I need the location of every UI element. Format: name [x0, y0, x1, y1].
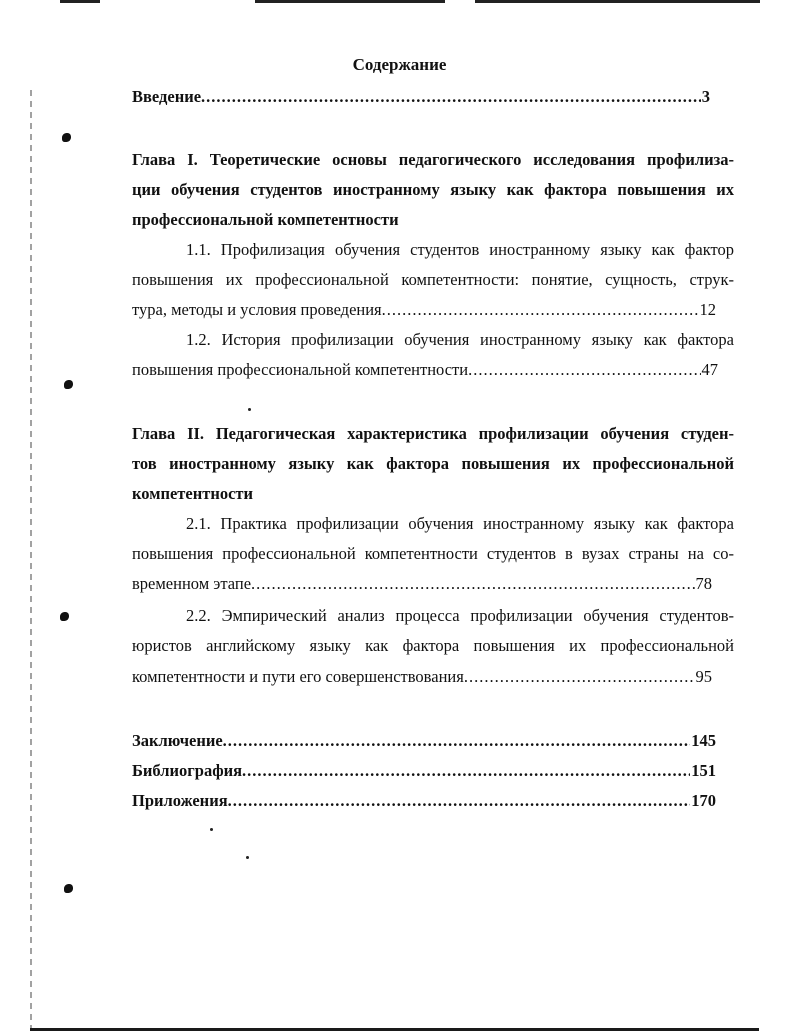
section-line: 1.1. Профилизация обучения студентов иностранному языку как фактор — [186, 240, 734, 259]
toc-entry-conclusion — [132, 731, 716, 751]
section-line: 1.2. История профилизации обучения иностранному языку как фактора — [186, 330, 734, 349]
leader-dots — [251, 574, 694, 594]
toc-page-number: 12 — [699, 300, 716, 319]
toc-page-number: 78 — [695, 574, 712, 593]
toc-page-number: 151 — [691, 761, 716, 780]
scan-artifact — [475, 0, 760, 3]
punch-hole-mark — [64, 380, 73, 389]
toc-page-number: 95 — [695, 667, 712, 686]
chapter-heading-line: тов иностранному языку как фактора повышения их профессиональной — [132, 454, 734, 473]
chapter-heading-line: Глава II. Педагогическая характеристика профилизации обучения студен- — [132, 424, 734, 443]
toc-page-number: 170 — [691, 791, 716, 810]
section-line: 2.2. Эмпирический анализ процесса профилизации обучения студентов- — [186, 606, 734, 625]
toc-page-number: 47 — [701, 360, 718, 379]
scan-speck — [210, 828, 213, 831]
section-line: тура, методы и условия проведения — [132, 300, 382, 319]
toc-entry-intro — [132, 87, 710, 107]
section-line: юристов английскому языку как фактора повышения их профессиональной — [132, 636, 734, 655]
scan-edge — [30, 1028, 759, 1031]
section-line: 2.1. Практика профилизации обучения иностранному языку как фактора — [186, 514, 734, 533]
punch-hole-mark — [64, 884, 73, 893]
toc-entry-label: Приложения — [132, 791, 228, 810]
leader-dots — [242, 761, 690, 781]
section-line: повышения их профессиональной компетентности: понятие, сущность, струк- — [132, 270, 734, 289]
toc-page-number: 145 — [691, 731, 716, 750]
chapter-heading-line: профессиональной компетентности — [132, 210, 399, 229]
toc-entry-section-1-2 — [132, 360, 718, 380]
leader-dots — [201, 87, 701, 107]
toc-entry-section-1-1 — [132, 300, 716, 320]
section-line: временном этапе — [132, 574, 252, 593]
page-title: Содержание — [352, 55, 447, 74]
section-line: повышения профессиональной компетентности — [132, 360, 469, 379]
punch-hole-mark — [62, 133, 71, 142]
toc-page-number: 3 — [701, 87, 710, 106]
chapter-heading-line: ции обучения студентов иностранному языку как фактора повышения их — [132, 180, 734, 199]
toc-entry-appendices — [132, 791, 716, 811]
toc-entry-section-2-1 — [132, 574, 712, 594]
toc-entry-section-2-2 — [132, 667, 712, 687]
chapter-heading-line: Глава I. Теоретические основы педагогического исследования профилиза- — [132, 150, 734, 169]
scan-speck — [248, 408, 251, 411]
section-line: компетентности и пути его совершенствования — [132, 667, 464, 686]
toc-entry-label: Библиография — [132, 761, 243, 780]
scan-edge — [30, 90, 32, 1034]
scan-artifact — [60, 0, 100, 3]
section-line: повышения профессиональной компетентности студентов в вузах страны на со- — [132, 544, 734, 563]
leader-dots — [223, 731, 691, 751]
leader-dots — [464, 667, 695, 687]
toc-entry-label: Заключение — [132, 731, 223, 750]
toc-entry-bibliography — [132, 761, 716, 781]
leader-dots — [468, 360, 700, 380]
chapter-heading-line: компетентности — [132, 484, 254, 503]
leader-dots — [382, 300, 699, 320]
scan-speck — [246, 856, 249, 859]
scan-artifact — [255, 0, 445, 3]
leader-dots — [228, 791, 691, 811]
punch-hole-mark — [60, 612, 69, 621]
toc-entry-label: Введение — [132, 87, 202, 106]
